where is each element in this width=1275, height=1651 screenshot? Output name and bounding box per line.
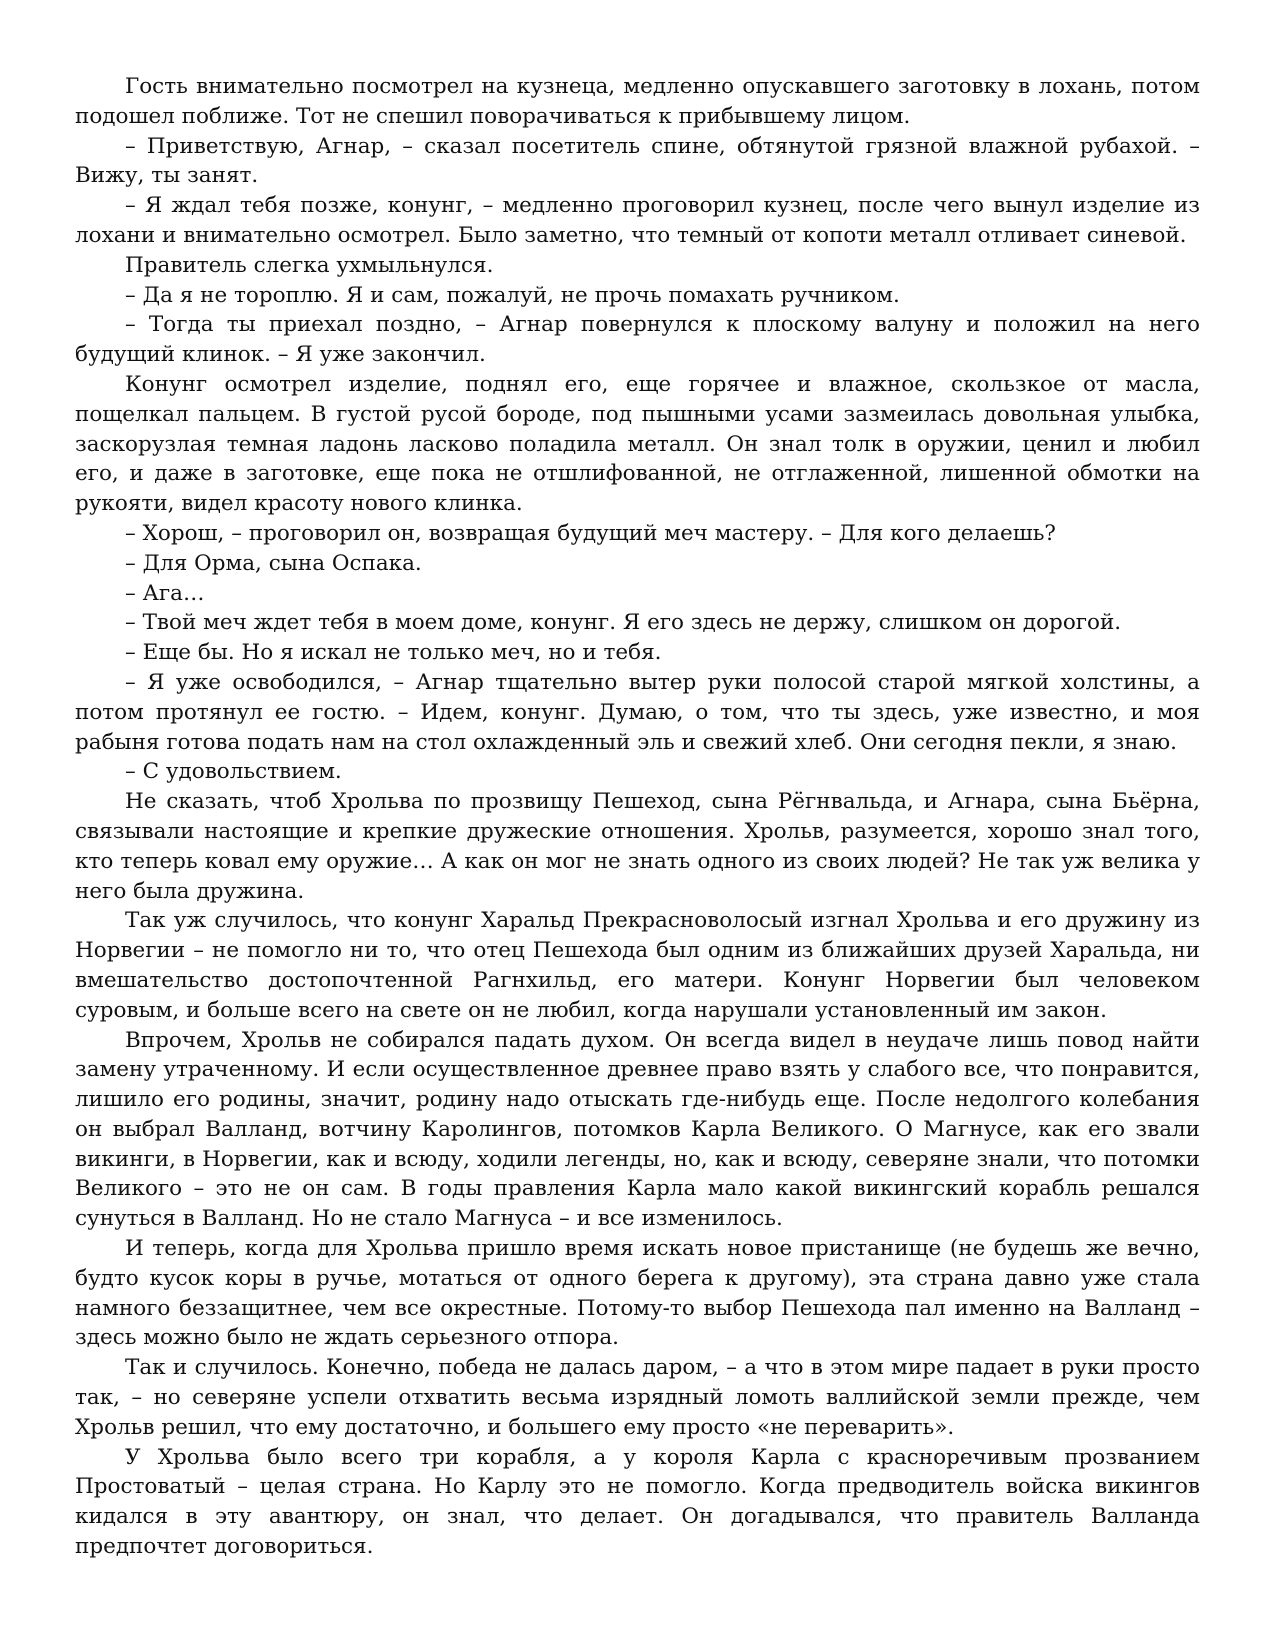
paragraph: Гость внимательно посмотрел на кузнеца, медленно опускавшего заготовку в лохань, потом подошел поближе. Тот не спешил поворачиваться к прибывшему лицом. <box>75 74 1200 129</box>
paragraph: – Для Орма, сына Оспака. <box>125 550 422 576</box>
paragraph: – Твой меч ждет тебя в моем доме, конунг. Я его здесь не держу, слишком он дорогой. <box>125 610 1122 636</box>
paragraph: Так уж случилось, что конунг Харальд Прекрасноволосый изгнал Хрольва и его дружину из Норвегии – не помогло ни то, что отец Пешехода был одним из ближайших друзей Харальда, ни вмешательство достопочтенной Рагнхильд, его матери. Конунг Норвегии был человеком суровым, и больше всего на свете он не любил, когда нарушали установленный им закон. <box>75 908 1200 1023</box>
paragraph: – Тогда ты приехал поздно, – Агнар повернулся к плоскому валуну и положил на него будущий клинок. – Я уже закончил. <box>75 312 1200 368</box>
paragraph: У Хрольва было всего три корабля, а у короля Карла с красноречивым прозванием Простоватый – целая страна. Но Карлу это не помогло. Когда предводитель войска викингов кидался в эту авантюру, он знал, что делает. Он догадывался, что правитель Валланда предпочтет договориться. <box>75 1444 1200 1560</box>
paragraph: И теперь, когда для Хрольва пришло время искать новое пристанище (не будешь же вечно, будто кусок коры в ручье, мотаться от одного берега к другому), эта страна давно уже стала намного беззащитнее, чем все окрестные. Потому-то выбор Пешехода пал именно на Валланд – здесь можно было не ждать серьезного отпора. <box>75 1236 1200 1351</box>
document-body <box>75 72 1200 1562</box>
paragraph: – Да я не тороплю. Я и сам, пожалуй, не прочь помахать ручником. <box>125 282 900 308</box>
paragraph: – Еще бы. Но я искал не только меч, но и тебя. <box>125 640 662 666</box>
paragraph: – С удовольствием. <box>125 759 342 785</box>
paragraph: Конунг осмотрел изделие, поднял его, еще горячее и влажное, скользкое от масла, пощелкал пальцем. В густой русой бороде, под пышными усами зазмеилась довольная улыбка, заскорузлая темная ладонь ласково поладила металл. Он знал толк в оружии, ценил и любил его, и даже в заготовке, еще пока не отшлифованной, не отглаженной, лишенной обмотки на рукояти, видел красоту нового клинка. <box>75 371 1200 517</box>
paragraph: – Приветствую, Агнар, – сказал посетитель спине, обтянутой грязной влажной рубахой. – Вижу, ты занят. <box>75 133 1200 189</box>
paragraph: Не сказать, чтоб Хрольва по прозвищу Пешеход, сына Рёгнвальда, и Агнара, сына Бьёрна, связывали настоящие и крепкие дружеские отношения. Хрольв, разумеется, хорошо знал того, кто теперь ковал ему оружие… А как он мог не знать одного из своих людей? Не так уж велика у него была дружина. <box>75 789 1200 904</box>
paragraph: – Я уже освободился, – Агнар тщательно вытер руки полосой старой мягкой холстины, а потом протянул ее гостю. – Идем, конунг. Думаю, о том, что ты здесь, уже известно, и моя рабыня готова подать нам на стол охлажденный эль и свежий хлеб. Они сегодня пекли, я знаю. <box>75 669 1200 755</box>
paragraph: Так и случилось. Конечно, победа не далась даром, – а что в этом мире падает в руки просто так, – но северяне успели отхватить весьма изрядный ломоть валлийской земли прежде, чем Хрольв решил, что ему достаточно, и большего ему просто «не переварить». <box>75 1355 1200 1440</box>
paragraph: – Я ждал тебя позже, конунг, – медленно проговорил кузнец, после чего вынул изделие из лохани и внимательно осмотрел. Было заметно, что темный от копоти металл отливает синевой. <box>75 193 1200 248</box>
paragraph: Впрочем, Хрольв не собирался падать духом. Он всегда видел в неудаче лишь повод найти замену утраченному. И если осуществленное древнее право взять у слабого все, что понравится, лишило его родины, значит, родину надо отыскать где-нибудь еще. После недолгого колебания он выбрал Валланд, вотчину Каролингов, потомков Карла Великого. О Магнусе, как его звали викинги, в Норвегии, как и всюду, ходили легенды, но, как и всюду, северяне знали, что потомки Великого – это не он сам. В годы правления Карла мало какой викингский корабль решался сунуться в Валланд. Но не стало Магнуса – и все изменилось. <box>75 1027 1200 1232</box>
paragraph: – Ага… <box>125 580 205 606</box>
paragraph: Правитель слегка ухмыльнулся. <box>125 252 494 278</box>
paragraph: – Хорош, – проговорил он, возвращая будущий меч мастеру. – Для кого делаешь? <box>125 520 1056 546</box>
